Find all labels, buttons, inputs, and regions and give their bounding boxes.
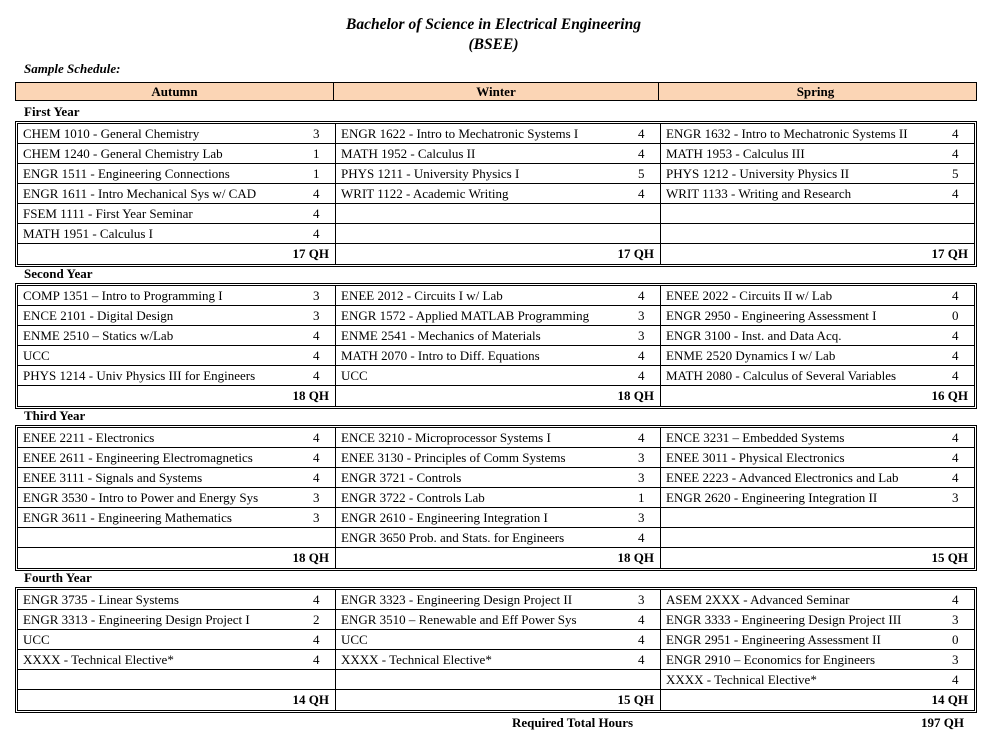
course-name: XXXX - Technical Elective* bbox=[666, 672, 817, 687]
course-cell bbox=[660, 630, 974, 649]
course-name: WRIT 1122 - Academic Writing bbox=[341, 186, 509, 201]
course-credits bbox=[313, 528, 335, 547]
course-cell bbox=[660, 184, 974, 203]
year-label: Fourth Year bbox=[24, 570, 92, 585]
year-block bbox=[15, 587, 977, 713]
course-name: ENME 2541 - Mechanics of Materials bbox=[341, 328, 541, 343]
course-row bbox=[18, 468, 974, 488]
course-credits: 4 bbox=[313, 450, 320, 465]
course-name: ENEE 2611 - Engineering Electromagnetics bbox=[23, 450, 253, 465]
course-credits: 4 bbox=[952, 368, 959, 383]
course-cell bbox=[660, 286, 974, 305]
course-name: ENME 2510 – Statics w/Lab bbox=[23, 328, 174, 343]
course-credits: 4 bbox=[952, 430, 959, 445]
course-name: ENGR 3313 - Engineering Design Project I bbox=[23, 612, 250, 627]
course-name bbox=[336, 204, 638, 223]
course-name bbox=[661, 224, 952, 243]
course-credits: 0 bbox=[952, 308, 959, 323]
course-credits: 4 bbox=[313, 430, 320, 445]
course-cell bbox=[18, 590, 335, 609]
course-name: ENME 2520 Dynamics I w/ Lab bbox=[666, 348, 836, 363]
course-cell bbox=[335, 326, 660, 345]
year-block bbox=[15, 121, 977, 267]
course-credits: 4 bbox=[638, 368, 645, 383]
course-credits: 4 bbox=[638, 652, 645, 667]
course-row bbox=[18, 164, 974, 184]
course-credits: 4 bbox=[313, 226, 320, 241]
course-name: XXXX - Technical Elective* bbox=[341, 652, 492, 667]
course-credits: 2 bbox=[313, 612, 320, 627]
course-name: ENCE 2101 - Digital Design bbox=[23, 308, 174, 323]
course-credits: 3 bbox=[313, 288, 320, 303]
course-name: UCC bbox=[341, 632, 368, 647]
course-cell bbox=[335, 448, 660, 467]
term-total-cell bbox=[18, 548, 335, 568]
course-cell bbox=[660, 346, 974, 365]
course-name: ENGR 2951 - Engineering Assessment II bbox=[666, 632, 881, 647]
course-cell bbox=[18, 468, 335, 487]
course-name: ENGR 3333 - Engineering Design Project III bbox=[666, 612, 902, 627]
course-cell bbox=[335, 184, 660, 203]
course-credits: 3 bbox=[313, 126, 320, 141]
course-name: COMP 1351 – Intro to Programming I bbox=[23, 288, 223, 303]
course-name bbox=[661, 528, 952, 547]
term-total: 17 QH bbox=[617, 246, 654, 261]
course-cell bbox=[18, 306, 335, 325]
course-credits: 3 bbox=[638, 470, 645, 485]
course-cell bbox=[18, 346, 335, 365]
course-cell bbox=[335, 204, 660, 223]
course-name: ENGR 3323 - Engineering Design Project II bbox=[341, 592, 573, 607]
course-name: MATH 1953 - Calculus III bbox=[666, 146, 805, 161]
course-cell bbox=[18, 326, 335, 345]
course-cell bbox=[660, 610, 974, 629]
course-credits: 1 bbox=[313, 166, 320, 181]
term-total-cell bbox=[335, 386, 660, 406]
course-name: ENGR 1572 - Applied MATLAB Programming bbox=[341, 308, 590, 323]
course-credits: 3 bbox=[952, 652, 959, 667]
required-total-value: 197 QH bbox=[921, 715, 964, 730]
course-name: ENEE 3011 - Physical Electronics bbox=[666, 450, 845, 465]
course-credits: 4 bbox=[313, 632, 320, 647]
course-credits: 4 bbox=[952, 348, 959, 363]
header-autumn: Autumn bbox=[151, 84, 198, 99]
course-credits: 5 bbox=[952, 166, 959, 181]
course-row bbox=[18, 346, 974, 366]
course-cell bbox=[660, 366, 974, 385]
course-credits: 4 bbox=[952, 672, 959, 687]
course-row bbox=[18, 224, 974, 244]
course-cell bbox=[660, 204, 974, 223]
course-cell bbox=[335, 488, 660, 507]
course-row bbox=[18, 366, 974, 386]
course-credits: 4 bbox=[313, 652, 320, 667]
course-cell bbox=[660, 488, 974, 507]
header-winter: Winter bbox=[333, 83, 658, 100]
course-name: ENGR 3722 - Controls Lab bbox=[341, 490, 485, 505]
course-credits: 3 bbox=[952, 612, 959, 627]
term-total: 15 QH bbox=[617, 692, 654, 707]
course-cell bbox=[660, 124, 974, 143]
course-cell bbox=[660, 326, 974, 345]
course-cell bbox=[660, 650, 974, 669]
course-cell bbox=[18, 508, 335, 527]
course-row bbox=[18, 124, 974, 144]
course-cell bbox=[335, 306, 660, 325]
course-credits bbox=[638, 224, 660, 243]
document-subtitle: (BSEE) bbox=[468, 36, 519, 53]
course-credits: 4 bbox=[313, 348, 320, 363]
course-row bbox=[18, 670, 974, 690]
course-name: FSEM 1111 - First Year Seminar bbox=[23, 206, 193, 221]
course-cell bbox=[335, 630, 660, 649]
course-cell bbox=[660, 468, 974, 487]
course-credits: 1 bbox=[313, 146, 320, 161]
course-name: ENGR 3650 Prob. and Stats. for Engineers bbox=[341, 530, 565, 545]
term-total-cell bbox=[335, 548, 660, 568]
course-credits: 4 bbox=[313, 206, 320, 221]
course-name: ENEE 2022 - Circuits II w/ Lab bbox=[666, 288, 833, 303]
course-name: ENGR 3721 - Controls bbox=[341, 470, 462, 485]
course-credits bbox=[952, 528, 974, 547]
course-row bbox=[18, 326, 974, 346]
course-name: CHEM 1010 - General Chemistry bbox=[23, 126, 200, 141]
course-credits: 4 bbox=[952, 288, 959, 303]
course-cell bbox=[18, 204, 335, 223]
course-cell bbox=[18, 670, 335, 689]
term-total: 17 QH bbox=[931, 246, 968, 261]
course-cell bbox=[18, 610, 335, 629]
course-credits bbox=[313, 670, 335, 689]
course-name: ENGR 3735 - Linear Systems bbox=[23, 592, 179, 607]
course-name: ENEE 2211 - Electronics bbox=[23, 430, 155, 445]
course-name: ENEE 3111 - Signals and Systems bbox=[23, 470, 203, 485]
course-name: WRIT 1133 - Writing and Research bbox=[666, 186, 852, 201]
course-name: PHYS 1212 - University Physics II bbox=[666, 166, 850, 181]
course-cell bbox=[18, 650, 335, 669]
course-credits: 4 bbox=[313, 592, 320, 607]
course-credits: 4 bbox=[313, 470, 320, 485]
course-name bbox=[661, 204, 952, 223]
course-name: ENGR 2610 - Engineering Integration I bbox=[341, 510, 548, 525]
course-cell bbox=[660, 590, 974, 609]
course-row bbox=[18, 184, 974, 204]
course-name: UCC bbox=[341, 368, 368, 383]
term-total-cell bbox=[660, 690, 974, 710]
course-row bbox=[18, 630, 974, 650]
course-cell bbox=[335, 124, 660, 143]
course-credits: 4 bbox=[638, 530, 645, 545]
course-cell bbox=[18, 448, 335, 467]
course-cell bbox=[18, 286, 335, 305]
course-cell bbox=[335, 428, 660, 447]
course-credits bbox=[952, 204, 974, 223]
course-name: UCC bbox=[23, 348, 50, 363]
course-cell bbox=[660, 508, 974, 527]
course-credits: 1 bbox=[638, 490, 645, 505]
course-name bbox=[336, 224, 638, 243]
course-name: MATH 2070 - Intro to Diff. Equations bbox=[341, 348, 540, 363]
course-cell bbox=[660, 306, 974, 325]
course-name: ENCE 3231 – Embedded Systems bbox=[666, 430, 845, 445]
course-name bbox=[18, 670, 313, 689]
course-cell bbox=[18, 528, 335, 547]
header-spring: Spring bbox=[658, 83, 972, 100]
course-cell bbox=[335, 346, 660, 365]
term-total: 15 QH bbox=[931, 550, 968, 565]
course-credits: 4 bbox=[638, 632, 645, 647]
course-name: ASEM 2XXX - Advanced Seminar bbox=[666, 592, 850, 607]
term-total: 18 QH bbox=[292, 550, 329, 565]
term-total-cell bbox=[660, 548, 974, 568]
course-credits: 4 bbox=[638, 348, 645, 363]
course-row bbox=[18, 306, 974, 326]
course-name: ENGR 1611 - Intro Mechanical Sys w/ CAD bbox=[23, 186, 257, 201]
term-total: 18 QH bbox=[617, 550, 654, 565]
course-name bbox=[18, 528, 313, 547]
course-name: PHYS 1211 - University Physics I bbox=[341, 166, 520, 181]
course-cell bbox=[335, 164, 660, 183]
course-credits: 4 bbox=[952, 186, 959, 201]
term-total-cell bbox=[335, 244, 660, 264]
course-cell bbox=[335, 468, 660, 487]
term-total-cell bbox=[18, 386, 335, 406]
course-cell bbox=[335, 650, 660, 669]
course-row bbox=[18, 286, 974, 306]
course-cell bbox=[660, 224, 974, 243]
course-row bbox=[18, 144, 974, 164]
course-credits: 3 bbox=[638, 308, 645, 323]
course-row bbox=[18, 508, 974, 528]
course-name: ENGR 1511 - Engineering Connections bbox=[23, 166, 230, 181]
term-total-cell bbox=[18, 690, 335, 710]
course-credits: 3 bbox=[313, 308, 320, 323]
term-total-cell bbox=[18, 244, 335, 264]
course-name bbox=[336, 670, 638, 689]
course-cell bbox=[660, 428, 974, 447]
course-cell bbox=[18, 366, 335, 385]
course-cell bbox=[660, 164, 974, 183]
course-name: MATH 1952 - Calculus II bbox=[341, 146, 476, 161]
course-credits: 4 bbox=[313, 368, 320, 383]
course-cell bbox=[660, 670, 974, 689]
course-credits: 4 bbox=[638, 126, 645, 141]
course-name bbox=[661, 508, 952, 527]
course-credits: 3 bbox=[313, 490, 320, 505]
course-credits: 4 bbox=[313, 328, 320, 343]
year-label: First Year bbox=[24, 104, 80, 119]
course-cell bbox=[335, 366, 660, 385]
course-row bbox=[18, 590, 974, 610]
course-name: ENGR 2950 - Engineering Assessment I bbox=[666, 308, 877, 323]
course-name: ENEE 2012 - Circuits I w/ Lab bbox=[341, 288, 503, 303]
course-name: XXXX - Technical Elective* bbox=[23, 652, 174, 667]
course-credits bbox=[638, 670, 660, 689]
course-row bbox=[18, 528, 974, 548]
course-row bbox=[18, 204, 974, 224]
course-credits: 3 bbox=[313, 510, 320, 525]
term-total-cell bbox=[660, 386, 974, 406]
course-credits: 4 bbox=[638, 430, 645, 445]
totals-row bbox=[18, 244, 974, 264]
course-cell bbox=[335, 590, 660, 609]
course-name: ENEE 2223 - Advanced Electronics and Lab bbox=[666, 470, 899, 485]
course-name: PHYS 1214 - Univ Physics III for Engineers bbox=[23, 368, 256, 383]
sample-schedule-label: Sample Schedule: bbox=[24, 61, 121, 76]
course-cell bbox=[335, 508, 660, 527]
year-label: Second Year bbox=[24, 266, 93, 281]
totals-row bbox=[18, 548, 974, 568]
term-total: 14 QH bbox=[931, 692, 968, 707]
course-cell bbox=[335, 144, 660, 163]
course-name: ENGR 3510 – Renewable and Eff Power Sys bbox=[341, 612, 577, 627]
course-name: ENEE 3130 - Principles of Comm Systems bbox=[341, 450, 566, 465]
course-name: ENCE 3210 - Microprocessor Systems I bbox=[341, 430, 551, 445]
course-row bbox=[18, 610, 974, 630]
document-title: Bachelor of Science in Electrical Engineering bbox=[346, 16, 641, 33]
course-credits bbox=[952, 224, 974, 243]
year-block bbox=[15, 283, 977, 409]
term-total: 18 QH bbox=[292, 388, 329, 403]
course-cell bbox=[18, 488, 335, 507]
course-name: ENGR 3530 - Intro to Power and Energy Sys bbox=[23, 490, 259, 505]
course-credits: 4 bbox=[952, 592, 959, 607]
course-name: UCC bbox=[23, 632, 50, 647]
course-credits: 4 bbox=[952, 126, 959, 141]
course-row bbox=[18, 428, 974, 448]
course-credits: 4 bbox=[952, 450, 959, 465]
course-name: ENGR 1622 - Intro to Mechatronic Systems I bbox=[341, 126, 579, 141]
course-credits bbox=[638, 204, 660, 223]
course-name: MATH 1951 - Calculus I bbox=[23, 226, 153, 241]
course-cell bbox=[18, 224, 335, 243]
course-name: ENGR 3100 - Inst. and Data Acq. bbox=[666, 328, 842, 343]
course-credits bbox=[952, 508, 974, 527]
totals-row bbox=[18, 386, 974, 406]
course-credits: 3 bbox=[638, 450, 645, 465]
course-credits: 3 bbox=[638, 510, 645, 525]
totals-row bbox=[18, 690, 974, 710]
course-cell bbox=[335, 610, 660, 629]
course-row bbox=[18, 488, 974, 508]
course-credits: 4 bbox=[638, 186, 645, 201]
term-total-cell bbox=[335, 690, 660, 710]
required-total-label: Required Total Hours bbox=[512, 715, 634, 730]
term-total-cell bbox=[660, 244, 974, 264]
course-credits: 4 bbox=[638, 612, 645, 627]
course-credits: 4 bbox=[952, 146, 959, 161]
course-cell bbox=[335, 224, 660, 243]
course-credits: 4 bbox=[952, 470, 959, 485]
course-cell bbox=[18, 630, 335, 649]
course-credits: 4 bbox=[638, 146, 645, 161]
course-cell bbox=[660, 448, 974, 467]
course-credits: 4 bbox=[952, 328, 959, 343]
term-total: 18 QH bbox=[617, 388, 654, 403]
course-cell bbox=[18, 124, 335, 143]
course-credits: 4 bbox=[313, 186, 320, 201]
course-name: ENGR 2620 - Engineering Integration II bbox=[666, 490, 878, 505]
course-cell bbox=[18, 144, 335, 163]
course-cell bbox=[18, 428, 335, 447]
course-cell bbox=[18, 164, 335, 183]
course-cell bbox=[660, 144, 974, 163]
course-credits: 5 bbox=[638, 166, 645, 181]
term-total: 17 QH bbox=[292, 246, 329, 261]
course-credits: 3 bbox=[638, 328, 645, 343]
course-cell bbox=[335, 286, 660, 305]
course-credits: 0 bbox=[952, 632, 959, 647]
year-block bbox=[15, 425, 977, 571]
course-row bbox=[18, 448, 974, 468]
course-cell bbox=[335, 528, 660, 547]
course-row bbox=[18, 650, 974, 670]
year-label: Third Year bbox=[24, 408, 86, 423]
course-name: CHEM 1240 - General Chemistry Lab bbox=[23, 146, 223, 161]
course-credits: 3 bbox=[638, 592, 645, 607]
course-name: MATH 2080 - Calculus of Several Variables bbox=[666, 368, 897, 383]
course-cell bbox=[660, 528, 974, 547]
term-total: 16 QH bbox=[931, 388, 968, 403]
course-cell bbox=[18, 184, 335, 203]
course-name: ENGR 3611 - Engineering Mathematics bbox=[23, 510, 232, 525]
term-header-row bbox=[15, 82, 977, 101]
course-credits: 3 bbox=[952, 490, 959, 505]
term-total: 14 QH bbox=[292, 692, 329, 707]
course-credits: 4 bbox=[638, 288, 645, 303]
course-cell bbox=[335, 670, 660, 689]
course-name: ENGR 2910 – Economics for Engineers bbox=[666, 652, 876, 667]
course-name: ENGR 1632 - Intro to Mechatronic Systems II bbox=[666, 126, 908, 141]
